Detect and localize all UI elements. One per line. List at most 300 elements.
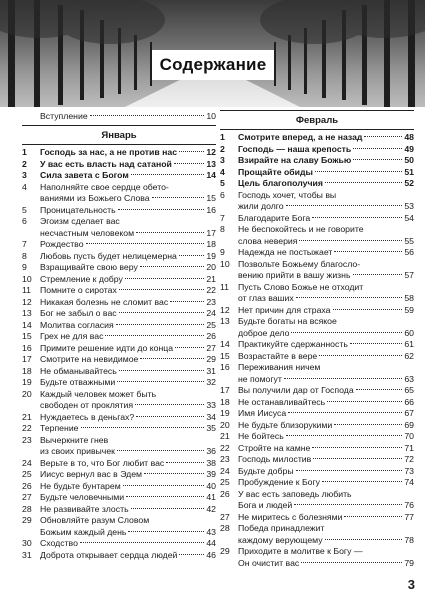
entry-title: У вас есть власть над сатаной [40, 158, 172, 169]
dot-leader [312, 217, 402, 218]
entry-day-number: 7 [22, 239, 27, 249]
dot-leader [170, 301, 204, 302]
dot-leader [105, 335, 204, 336]
entry-title: Практикуйте сдержанность [238, 339, 348, 349]
dot-leader [353, 274, 403, 275]
toc-column-february [220, 110, 414, 569]
entry-page-number: 71 [404, 442, 414, 453]
toc-entry[interactable] [22, 274, 216, 286]
entry-title: Взирайте на славу Божью [238, 155, 352, 165]
entry-page-number: 33 [206, 400, 216, 410]
toc-entry[interactable] [220, 362, 414, 385]
entry-day-number: 13 [22, 308, 32, 318]
entry-title: Смотрите на невидимое [40, 354, 139, 364]
dot-leader [119, 312, 205, 313]
entry-page-number: 74 [404, 477, 414, 487]
entry-page-number: 53 [404, 201, 414, 211]
dot-leader [118, 209, 205, 210]
entry-day-number: 23 [22, 434, 32, 445]
entry-page-number: 43 [206, 526, 216, 537]
entry-day-number: 3 [220, 155, 225, 165]
entry-day-number: 18 [22, 365, 32, 376]
entry-title: Бог не забыл о вас [40, 308, 117, 318]
entry-page-number: 20 [206, 262, 216, 272]
entry-page-number: 63 [404, 373, 414, 384]
toc-entry[interactable] [220, 190, 414, 213]
entry-page-number: 24 [206, 308, 216, 318]
entry-title: из своих привычек [40, 446, 115, 456]
entry-page-number: 42 [206, 503, 216, 514]
toc-entry[interactable] [220, 132, 414, 144]
entry-day-number: 6 [22, 216, 27, 226]
toc-entry[interactable] [22, 469, 216, 481]
toc-entry[interactable] [22, 377, 216, 389]
entry-day-number: 3 [22, 170, 27, 180]
toc-entry[interactable] [22, 354, 216, 366]
entry-page-number: 19 [206, 250, 216, 261]
entry-title: Каждый человек может быть [40, 388, 157, 399]
dot-leader [136, 232, 204, 233]
entry-title: Вычеркните гнев [40, 434, 109, 445]
entry-title: Не будьте бунтарем [40, 480, 121, 491]
toc-entry[interactable] [22, 308, 216, 320]
intro-label: Вступление [40, 111, 88, 121]
dot-leader [284, 378, 402, 379]
entry-title: Сила завета с Богом [40, 170, 129, 180]
entry-page-number: 52 [404, 178, 414, 188]
toc-entry[interactable] [22, 239, 216, 251]
toc-entry[interactable] [22, 262, 216, 274]
entry-title: Рождество [40, 239, 84, 249]
dot-leader [80, 542, 204, 543]
entry-title: доброе дело [238, 327, 290, 338]
entry-day-number: 1 [220, 132, 225, 142]
toc-entry[interactable] [22, 251, 216, 263]
dot-leader [119, 289, 205, 290]
toc-entry[interactable] [22, 412, 216, 424]
entry-title: Пусть Слово Божье не отходит [238, 281, 364, 292]
section-heading-february: Февраль [220, 110, 414, 130]
dot-leader [296, 297, 403, 298]
toc-intro[interactable] [22, 110, 216, 122]
entry-page-number: 41 [206, 492, 216, 502]
entry-title: Пробуждение к Богу [238, 477, 321, 487]
entry-page-number: 61 [404, 339, 414, 349]
entry-title: Не обманывайтесь [40, 365, 117, 376]
entry-day-number: 22 [22, 423, 32, 433]
entry-title: Прощайте обиды [238, 166, 313, 177]
entry-title: Не развивайте злость [40, 503, 129, 514]
toc-entry[interactable] [220, 443, 414, 455]
entry-title: несчастным человеком [40, 227, 135, 238]
entry-page-number: 46 [206, 549, 216, 560]
page-title: Содержание [159, 55, 267, 74]
dot-leader [353, 159, 402, 160]
entry-title: Будьте отважными [40, 377, 116, 387]
dot-leader [86, 243, 205, 244]
entry-title: вению прийти в вашу жизнь [238, 270, 351, 280]
dot-leader [353, 148, 402, 149]
toc-entry[interactable] [220, 259, 414, 282]
entry-title: Будьте человечными [40, 492, 125, 502]
toc-entry[interactable] [220, 224, 414, 247]
dot-leader [313, 458, 402, 459]
entry-title: Сходство [40, 538, 78, 548]
dot-leader [128, 531, 204, 532]
entry-title: Доброта открывает сердца людей [40, 549, 178, 560]
entry-day-number: 19 [220, 408, 230, 418]
entry-page-number: 12 [206, 147, 216, 157]
section-heading-january: Январь [22, 125, 216, 145]
toc-entry[interactable] [220, 546, 414, 569]
entry-title: Нуждаетесь в деньгах? [40, 411, 135, 422]
dot-leader [286, 435, 403, 436]
entry-day-number: 11 [22, 285, 32, 295]
entry-day-number: 17 [22, 354, 32, 364]
entry-day-number: 28 [220, 523, 230, 533]
dot-leader [81, 427, 205, 428]
entry-page-number: 23 [206, 296, 216, 307]
dot-leader [125, 278, 204, 279]
toc-entry[interactable] [220, 316, 414, 339]
entry-title: не помогут [238, 373, 282, 384]
entry-day-number: 28 [22, 503, 32, 514]
toc-entry[interactable] [22, 389, 216, 412]
entry-day-number: 11 [220, 281, 230, 292]
entry-title: Господь хочет, чтобы вы [238, 189, 337, 200]
toc-entry[interactable] [22, 492, 216, 504]
entry-day-number: 1 [22, 147, 27, 157]
entry-page-number: 25 [206, 319, 216, 330]
entry-page-number: 44 [206, 538, 216, 548]
entry-page-number: 66 [404, 396, 414, 407]
entry-day-number: 14 [220, 339, 230, 349]
entry-title: Будьте богаты на всякое [238, 316, 337, 326]
entry-day-number: 26 [220, 488, 230, 499]
dot-leader [179, 554, 204, 555]
entry-day-number: 31 [22, 549, 32, 560]
entry-day-number: 10 [220, 258, 230, 269]
toc-entry[interactable] [22, 285, 216, 297]
entry-page-number: 59 [404, 304, 414, 315]
dot-leader [117, 381, 204, 382]
entry-title: Смотрите вперед, а не назад [238, 132, 363, 142]
entry-page-number: 69 [404, 419, 414, 430]
entry-page-number: 34 [206, 411, 216, 422]
toc-entry[interactable] [22, 481, 216, 493]
toc-entry[interactable] [220, 213, 414, 225]
entry-day-number: 12 [22, 296, 32, 307]
toc-entry[interactable] [22, 366, 216, 378]
entry-page-number: 51 [404, 166, 414, 177]
entry-title: Стройте на камне [238, 442, 311, 453]
dot-leader [179, 151, 204, 152]
dot-leader [350, 343, 402, 344]
entry-day-number: 17 [220, 385, 230, 395]
entry-day-number: 21 [22, 411, 32, 422]
toc-entry[interactable] [22, 147, 216, 159]
entry-day-number: 8 [220, 224, 225, 234]
entry-title: Господь милостив [238, 454, 312, 464]
entry-title: Верьте в то, что Бог любит вас [40, 457, 165, 468]
entry-title: Переживания ничем [238, 362, 321, 372]
entry-day-number: 8 [22, 250, 27, 261]
entry-title: Терпение [40, 423, 79, 433]
toc-entry[interactable] [220, 489, 414, 512]
entry-page-number: 22 [206, 285, 216, 295]
toc-entry[interactable] [220, 454, 414, 466]
entry-title: Имя Иисуса [238, 408, 287, 418]
entry-page-number: 77 [404, 511, 414, 522]
entry-title: ваниями из Божьего Слова [40, 193, 150, 203]
toc-entry[interactable] [22, 331, 216, 343]
toc-entry[interactable] [220, 351, 414, 363]
entry-title: Не миритесь с болезнями [238, 511, 343, 522]
toc-entry[interactable] [220, 477, 414, 489]
entry-day-number: 5 [220, 178, 225, 188]
toc-entry[interactable] [220, 155, 414, 167]
entry-day-number: 7 [220, 212, 225, 223]
page-number: 3 [407, 577, 415, 592]
entry-page-number: 65 [404, 385, 414, 395]
dot-leader [116, 324, 205, 325]
toc-entry[interactable] [220, 420, 414, 432]
dot-leader [144, 473, 204, 474]
entry-page-number: 18 [206, 239, 216, 249]
toc-entry[interactable] [220, 397, 414, 409]
entry-day-number: 29 [220, 546, 230, 556]
entry-day-number: 26 [22, 480, 32, 491]
entry-day-number: 24 [220, 465, 230, 476]
dot-leader [123, 485, 205, 486]
entry-page-number: 38 [206, 457, 216, 468]
toc-entry[interactable] [220, 339, 414, 351]
entry-title: Не беспокойтесь и не говорите [238, 224, 364, 234]
entry-day-number: 13 [220, 316, 230, 326]
entry-title: Никакая болезнь не сломит вас [40, 296, 169, 307]
entry-title: Стремление к добру [40, 273, 123, 284]
dot-leader [299, 240, 402, 241]
dot-leader [166, 462, 204, 463]
dot-leader [140, 358, 204, 359]
entry-page-number: 72 [404, 454, 414, 464]
entry-page-number: 57 [404, 270, 414, 280]
entry-page-number: 26 [206, 331, 216, 341]
dot-leader [135, 404, 204, 405]
entry-title: слова неверия [238, 235, 298, 246]
toc-entry[interactable] [22, 170, 216, 182]
toc-entry[interactable] [220, 466, 414, 478]
entry-title: Нет причин для страха [238, 304, 331, 315]
entry-page-number: 48 [404, 132, 414, 142]
entry-title: Не останавливайтесь [238, 396, 326, 407]
entry-day-number: 15 [220, 350, 230, 361]
toc-entry[interactable] [22, 216, 216, 239]
dot-leader [327, 401, 402, 402]
toc-entry[interactable] [22, 182, 216, 205]
entry-page-number: 40 [206, 480, 216, 491]
entry-title: каждому верующему [238, 534, 323, 545]
entry-day-number: 15 [22, 331, 32, 341]
dot-leader [119, 370, 205, 371]
entry-page-number: 27 [206, 342, 216, 353]
entry-title: Цель благополучия [238, 178, 323, 188]
toc-entry[interactable] [220, 523, 414, 546]
entry-day-number: 27 [220, 511, 230, 522]
dot-leader [136, 416, 204, 417]
entry-day-number: 9 [220, 247, 225, 257]
dot-leader [364, 136, 402, 137]
entry-page-number: 79 [404, 557, 414, 568]
toc-entry[interactable] [220, 512, 414, 524]
toc-entry[interactable] [22, 435, 216, 458]
dot-leader [140, 266, 205, 267]
entry-day-number: 4 [220, 166, 225, 177]
entry-page-number: 73 [404, 465, 414, 476]
entry-day-number: 27 [22, 492, 32, 502]
entry-page-number: 62 [404, 350, 414, 361]
toc-entry[interactable] [22, 343, 216, 355]
dot-leader [286, 205, 403, 206]
entry-title: Господь — наша крепость [238, 143, 352, 154]
entry-title: Победа принадлежит [238, 523, 325, 533]
entry-day-number: 16 [220, 362, 230, 372]
entry-day-number: 6 [220, 189, 225, 200]
entry-page-number: 58 [404, 293, 414, 303]
entry-title: Наполняйте свое сердце обето- [40, 181, 169, 192]
toc-entry[interactable] [22, 515, 216, 538]
entry-day-number: 25 [22, 469, 32, 479]
dot-leader [131, 174, 205, 175]
toc-entry[interactable] [220, 305, 414, 317]
entry-page-number: 16 [206, 204, 216, 215]
entry-page-number: 76 [404, 500, 414, 510]
dot-leader [117, 450, 204, 451]
entry-day-number: 12 [220, 304, 230, 315]
toc-entry[interactable] [22, 423, 216, 435]
entry-title: Не будьте близорукими [238, 419, 333, 430]
dot-leader [126, 496, 204, 497]
toc-entry[interactable] [22, 504, 216, 516]
toc-entry[interactable] [220, 282, 414, 305]
entry-day-number: 30 [22, 538, 32, 548]
entry-title: Божьим каждый день [40, 526, 127, 537]
entry-page-number: 17 [206, 227, 216, 238]
entry-title: Не бойтесь [238, 431, 284, 441]
entry-page-number: 60 [404, 327, 414, 338]
dot-leader [291, 332, 402, 333]
entry-title: Благодарите Бога [238, 212, 311, 223]
entry-day-number: 2 [22, 158, 27, 169]
entry-page-number: 14 [206, 170, 216, 180]
dot-leader [312, 447, 402, 448]
toc-entry[interactable] [22, 297, 216, 309]
entry-title: Грех не для вас [40, 331, 104, 341]
entry-title: Эгоизм сделает вас [40, 216, 120, 226]
entry-title: от глаз ваших [238, 293, 294, 303]
toc-entry[interactable] [22, 320, 216, 332]
dot-leader [131, 508, 205, 509]
entry-page-number: 13 [206, 158, 216, 169]
dot-leader [325, 182, 402, 183]
entry-title: Будьте добры [238, 465, 294, 476]
entry-page-number: 35 [206, 423, 216, 433]
dot-leader [333, 309, 403, 310]
dot-leader [322, 481, 402, 482]
dot-leader [325, 539, 403, 540]
dot-leader [344, 516, 402, 517]
entry-page-number: 78 [404, 534, 414, 545]
entry-title: Господь за нас, а не против нас [40, 147, 178, 157]
toc-entry[interactable] [220, 178, 414, 190]
entry-day-number: 18 [220, 396, 230, 407]
dot-leader [174, 163, 204, 164]
entry-day-number: 10 [22, 273, 32, 284]
entry-title: Помните о сиротах [40, 285, 117, 295]
dot-leader [319, 355, 402, 356]
entry-title: свободен от проклятия [40, 400, 134, 410]
dot-leader [288, 412, 402, 413]
toc-entry[interactable] [22, 205, 216, 217]
entry-title: Надежда не постыжает [238, 247, 333, 257]
entry-page-number: 32 [206, 377, 216, 387]
entry-day-number: 20 [220, 419, 230, 430]
toc-entry[interactable] [220, 431, 414, 443]
entry-title: Взращивайте свою веру [40, 262, 138, 272]
entry-page-number: 39 [206, 469, 216, 479]
toc-entry[interactable] [220, 385, 414, 397]
dot-leader [356, 389, 403, 390]
entry-page-number: 54 [404, 212, 414, 223]
entry-day-number: 29 [22, 515, 32, 525]
entry-day-number: 5 [22, 204, 27, 215]
entry-title: Возрастайте в вере [238, 350, 318, 361]
dot-leader [175, 347, 204, 348]
toc-entry[interactable] [22, 550, 216, 562]
toc-entry[interactable] [220, 167, 414, 179]
toc-entry[interactable] [22, 458, 216, 470]
entry-day-number: 22 [220, 442, 230, 453]
dot-leader [334, 424, 402, 425]
entry-title: Молитва согласия [40, 319, 114, 330]
dot-leader [294, 504, 402, 505]
entry-day-number: 25 [220, 477, 230, 487]
header-photo-trees [0, 0, 425, 107]
entry-day-number: 2 [220, 143, 225, 154]
entry-title: жили долго [238, 201, 284, 211]
entry-day-number: 14 [22, 319, 32, 330]
toc-entry[interactable] [22, 159, 216, 171]
dot-leader [152, 197, 205, 198]
entry-day-number: 21 [220, 431, 230, 441]
entry-day-number: 19 [22, 377, 32, 387]
entry-title: Любовь пусть будет нелицемерна [40, 250, 177, 261]
entry-page-number: 49 [404, 143, 414, 154]
title-box [152, 50, 274, 80]
toc-entry[interactable] [220, 144, 414, 156]
toc-entry[interactable] [22, 538, 216, 550]
entry-title: Позвольте Божьему благосло- [238, 258, 361, 269]
entry-page-number: 36 [206, 446, 216, 456]
entry-page-number: 31 [206, 365, 216, 376]
entry-title: У вас есть заповедь любить [238, 488, 352, 499]
entry-title: Проницательность [40, 204, 116, 215]
entry-title: Он очистит вас [238, 557, 300, 568]
entry-title: Иисус вернул вас в Эдем [40, 469, 143, 479]
entry-day-number: 4 [22, 181, 27, 192]
toc-entry[interactable] [220, 247, 414, 259]
toc-entry[interactable] [220, 408, 414, 420]
